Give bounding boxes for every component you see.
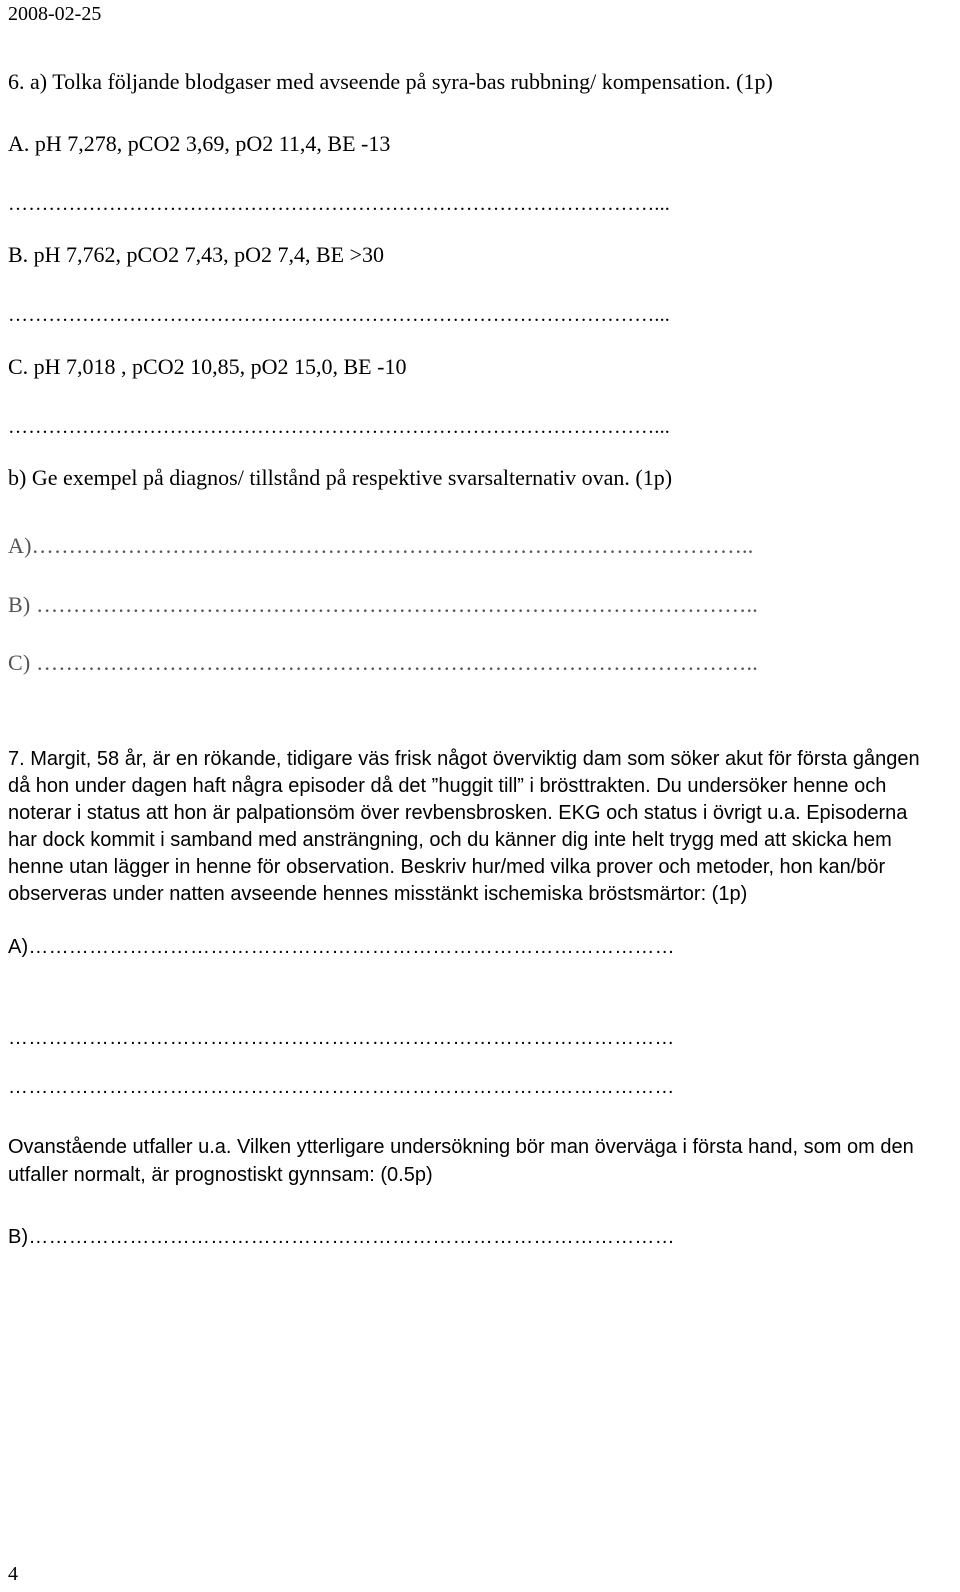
- answer-line-case-c: ……………………………………………………………………………………...: [8, 416, 670, 438]
- answer-7b-line: B)……………………………………………………………………………………: [8, 1226, 675, 1248]
- page-number: 4: [8, 1563, 18, 1585]
- answer-7a-line-1: A)……………………………………………………………………………………: [8, 936, 675, 958]
- question-7-paragraph: [8, 746, 928, 908]
- answer-7a-line-3: ………………………………………………………………………………………: [8, 1076, 675, 1098]
- header-date: 2008-02-25: [8, 3, 102, 25]
- blood-gas-case-b: B. pH 7,762, pCO2 7,43, pO2 7,4, BE >30: [8, 242, 385, 267]
- question-6a-prompt: 6. a) Tolka följande blodgaser med avseende på syra-bas rubbning/ kompensation. (1p): [8, 69, 773, 94]
- answer-line-case-a: ……………………………………………………………………………………...: [8, 193, 670, 215]
- blood-gas-case-c: C. pH 7,018 , pCO2 10,85, pO2 15,0, BE -10: [8, 354, 407, 379]
- diagnosis-line-c: C) ……………………………………………………………………………………..: [8, 650, 758, 675]
- question-7-text: 7. Margit, 58 år, är en rökande, tidigare väs frisk något överviktig dam som söker akut för första gången då hon under dagen haft några episoder då det ”huggit till” i brösttrakten. Du undersöker henne och noterar i status att hon är palpationsöm över revbensbrosken. EKG och status i övrigt u.a. Episoderna har dock kommit i samband med ansträngning, och du känner dig inte helt trygg med att skicka hem henne utan lägger in henne för observation. Beskriv hur/med vilka prover och metoder, hon kan/bör observeras under natten avseende hennes misstänkt ischemiska bröstsmärtor: (1p): [8, 748, 920, 905]
- diagnosis-line-b: B) ……………………………………………………………………………………..: [8, 592, 758, 617]
- answer-7a-line-2: ………………………………………………………………………………………: [8, 1027, 675, 1049]
- question-6b-prompt: b) Ge exempel på diagnos/ tillstånd på respektive svarsalternativ ovan. (1p): [8, 465, 673, 490]
- diagnosis-line-a: A)……………………………………………………………………………………..: [8, 533, 754, 558]
- question-7-followup: Ovanstående utfaller u.a. Vilken ytterligare undersökning bör man överväga i första hand, som om den utfaller normalt, är prognostiskt gynnsam: (0.5p): [8, 1136, 914, 1186]
- blood-gas-case-a: A. pH 7,278, pCO2 3,69, pO2 11,4, BE -13: [8, 131, 391, 156]
- answer-line-case-b: ……………………………………………………………………………………...: [8, 304, 670, 326]
